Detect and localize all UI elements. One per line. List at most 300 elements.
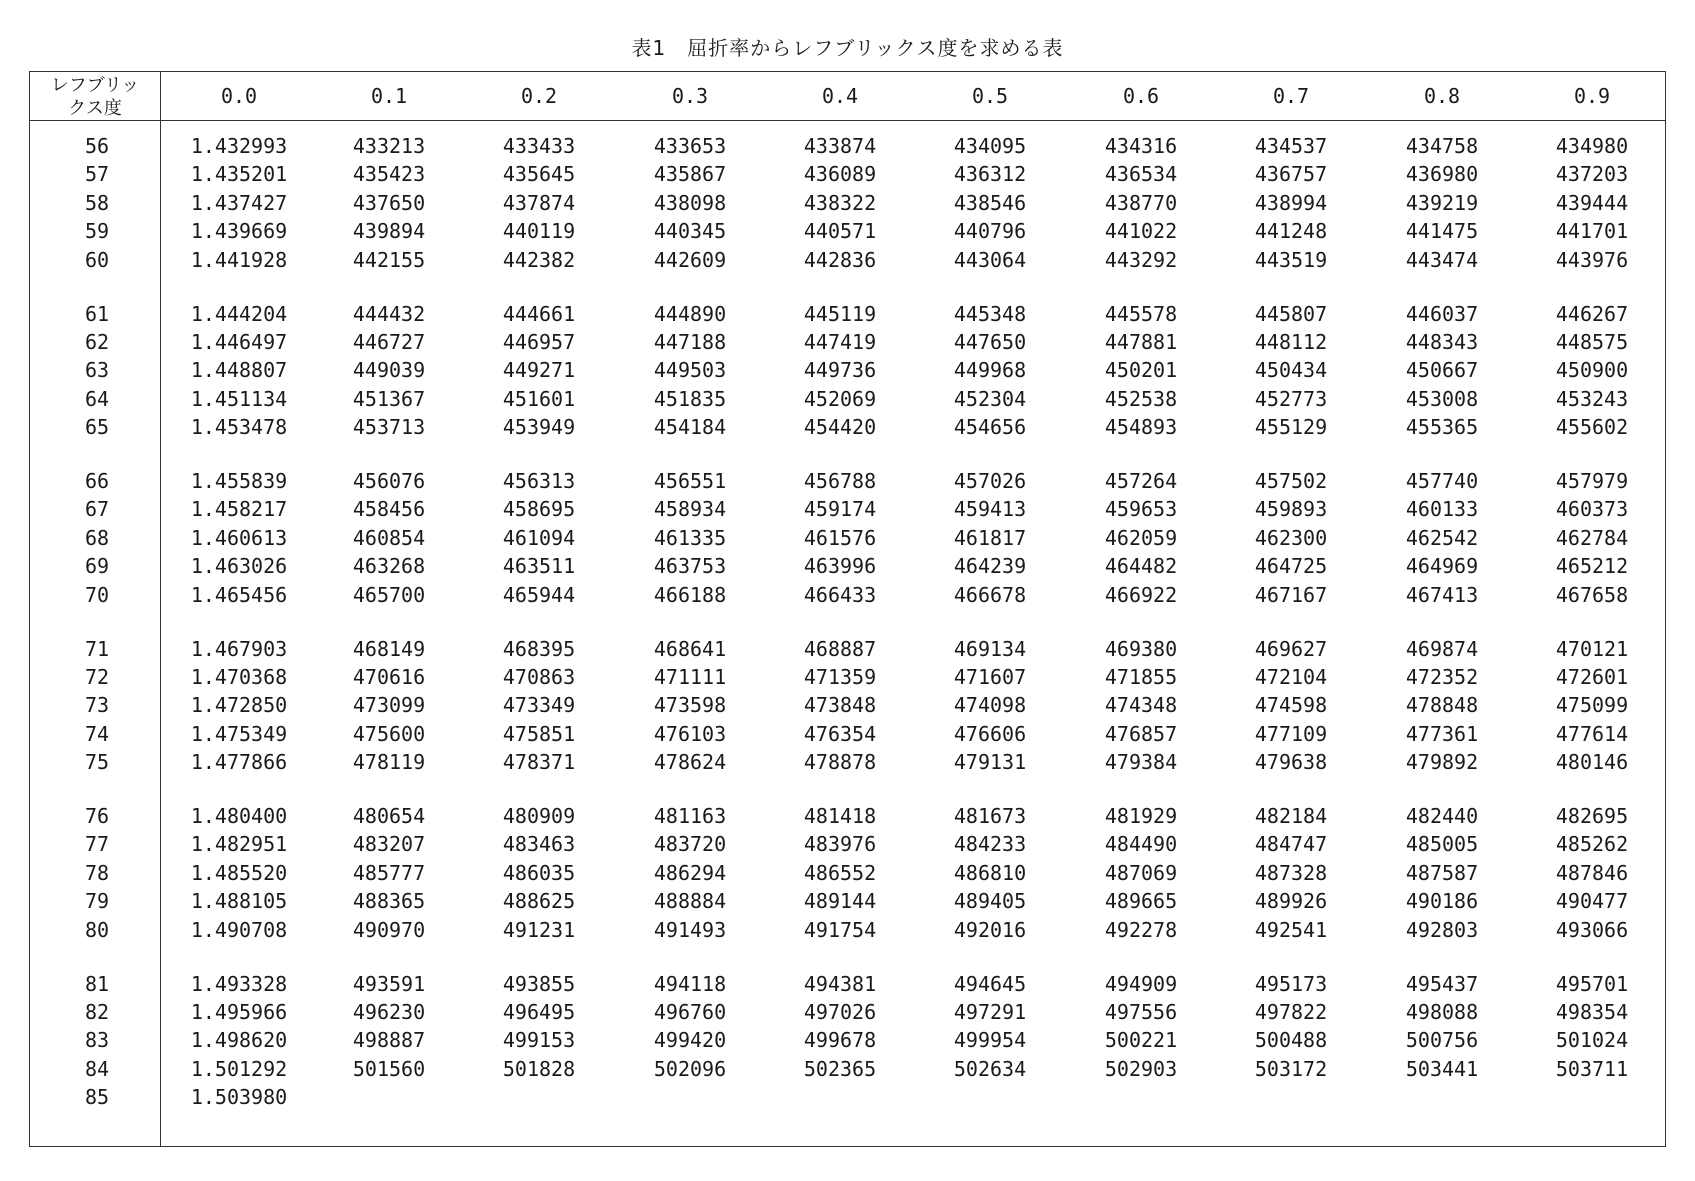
brix-value: 60 — [84, 247, 110, 272]
refractive-index-cell: 453713 — [352, 415, 426, 440]
refractive-index-cell: 434316 — [1104, 134, 1178, 158]
refractive-index-cell: 440345 — [653, 219, 727, 244]
refractive-index-cell: 459413 — [953, 497, 1027, 522]
table-title: 表1 屈折率からレフブリックス度を求める表 — [631, 36, 1064, 60]
refractive-index-cell: 492016 — [953, 917, 1027, 942]
refractive-index-cell: 473848 — [803, 693, 877, 718]
refractive-index-cell: 454656 — [953, 415, 1027, 440]
refractive-index-cell: 438322 — [803, 190, 877, 215]
refractive-index-cell: 491231 — [502, 917, 576, 942]
refractive-index-cell: 485777 — [352, 860, 426, 885]
refractive-index-cell: 494381 — [803, 971, 877, 996]
refractive-index-cell: 481673 — [953, 804, 1027, 828]
refractive-index-cell: 461817 — [953, 525, 1027, 550]
refractive-index-cell: 474598 — [1254, 693, 1328, 718]
refractive-index-cell: 443519 — [1254, 247, 1328, 272]
refractive-index-cell: 441475 — [1405, 219, 1479, 244]
refractive-index-cell: 439219 — [1405, 190, 1479, 215]
refractive-index-cell: 477614 — [1555, 721, 1629, 746]
column-header: 0.3 — [671, 84, 709, 108]
brix-value: 74 — [84, 721, 110, 746]
refractive-index-cell: 459893 — [1254, 497, 1328, 522]
refractive-index-cell: 502096 — [653, 1056, 727, 1081]
refractive-index-cell: 490970 — [352, 917, 426, 942]
refractive-index-cell: 500221 — [1104, 1028, 1178, 1053]
refractive-index-cell: 436757 — [1254, 162, 1328, 187]
refractive-index-cell: 435645 — [502, 162, 576, 187]
refractive-index-cell: 1.444204 — [190, 301, 288, 326]
refractive-index-cell: 447419 — [803, 329, 877, 354]
refractive-index-cell: 448343 — [1405, 329, 1479, 354]
refractive-index-cell: 449503 — [653, 358, 727, 383]
column-header: 0.1 — [370, 84, 408, 108]
refractive-index-cell: 440796 — [953, 219, 1027, 244]
brix-value: 66 — [84, 469, 110, 493]
refractive-index-cell: 458934 — [653, 497, 727, 522]
refractive-index-cell: 466188 — [653, 582, 727, 607]
refractive-index-cell: 459653 — [1104, 497, 1178, 522]
refractive-index-cell: 502903 — [1104, 1056, 1178, 1081]
refractive-index-cell: 477109 — [1254, 721, 1328, 746]
refractive-index-cell: 460854 — [352, 525, 426, 550]
refractive-index-cell: 482184 — [1254, 804, 1328, 828]
refractive-index-cell: 461576 — [803, 525, 877, 550]
brix-value: 68 — [84, 525, 110, 550]
refractive-index-cell: 466922 — [1104, 582, 1178, 607]
refractive-index-cell: 462059 — [1104, 525, 1178, 550]
refractive-index-cell: 478119 — [352, 750, 426, 775]
row-header-label — [31, 74, 159, 120]
refractive-index-cell: 443976 — [1555, 247, 1629, 272]
refractive-index-cell: 433433 — [502, 134, 576, 158]
refractive-index-cell: 476103 — [653, 721, 727, 746]
refractive-index-cell: 438770 — [1104, 190, 1178, 215]
refractive-index-cell: 1.435201 — [190, 162, 288, 187]
refractive-index-cell: 492278 — [1104, 917, 1178, 942]
refractive-index-cell: 489926 — [1254, 889, 1328, 914]
brix-value: 83 — [84, 1028, 110, 1053]
brix-value: 61 — [84, 301, 110, 326]
refractive-index-cell: 467658 — [1555, 582, 1629, 607]
refractive-index-cell: 468395 — [502, 636, 576, 661]
refractive-index-cell: 1.498620 — [190, 1028, 288, 1053]
brix-value: 63 — [84, 358, 110, 383]
refractive-index-cell: 444432 — [352, 301, 426, 326]
brix-value: 80 — [84, 917, 110, 942]
refractive-index-cell: 491754 — [803, 917, 877, 942]
refractive-index-cell: 1.503980 — [190, 1085, 288, 1110]
refractive-index-cell: 484233 — [953, 832, 1027, 857]
refractive-index-cell: 445119 — [803, 301, 877, 326]
refractive-index-cell: 1.488105 — [190, 889, 288, 914]
refractive-index-cell: 436980 — [1405, 162, 1479, 187]
refractive-index-cell: 441701 — [1555, 219, 1629, 244]
refractive-index-cell: 455602 — [1555, 415, 1629, 440]
column-header: 0.8 — [1423, 84, 1461, 108]
refractive-index-cell: 1.485520 — [190, 860, 288, 885]
refractive-index-cell: 473099 — [352, 693, 426, 718]
refractive-index-cell: 451835 — [653, 386, 727, 411]
refractive-index-cell: 466433 — [803, 582, 877, 607]
brix-value: 76 — [84, 804, 110, 828]
refractive-index-cell: 462784 — [1555, 525, 1629, 550]
refractive-index-cell: 1.470368 — [190, 664, 288, 689]
refractive-index-cell: 450667 — [1405, 358, 1479, 383]
refractive-index-cell: 446727 — [352, 329, 426, 354]
refractive-index-cell: 480654 — [352, 804, 426, 828]
refractive-index-cell: 486552 — [803, 860, 877, 885]
refractive-index-cell: 1.490708 — [190, 917, 288, 942]
refractive-index-cell: 486294 — [653, 860, 727, 885]
refractive-index-cell: 469380 — [1104, 636, 1178, 661]
refractive-index-cell: 467167 — [1254, 582, 1328, 607]
refractive-index-cell: 473598 — [653, 693, 727, 718]
refractive-index-cell: 498354 — [1555, 999, 1629, 1024]
brix-value: 82 — [84, 999, 110, 1024]
refractive-index-cell: 468641 — [653, 636, 727, 661]
brix-value: 71 — [84, 636, 110, 661]
refractive-index-cell: 488884 — [653, 889, 727, 914]
header-divider — [29, 120, 1666, 121]
refractive-index-cell: 440119 — [502, 219, 576, 244]
refractive-index-cell: 472601 — [1555, 664, 1629, 689]
refractive-index-cell: 437203 — [1555, 162, 1629, 187]
refractive-index-cell: 487069 — [1104, 860, 1178, 885]
brix-value: 85 — [84, 1085, 110, 1110]
brix-value: 73 — [84, 693, 110, 718]
refractive-index-cell: 446037 — [1405, 301, 1479, 326]
refractive-index-cell: 452304 — [953, 386, 1027, 411]
refractive-index-cell: 1.472850 — [190, 693, 288, 718]
refractive-index-cell: 450201 — [1104, 358, 1178, 383]
refractive-index-cell: 443292 — [1104, 247, 1178, 272]
refractive-index-cell: 476857 — [1104, 721, 1178, 746]
refractive-index-cell: 436089 — [803, 162, 877, 187]
refractive-index-cell: 469627 — [1254, 636, 1328, 661]
refractive-index-cell: 1.441928 — [190, 247, 288, 272]
refractive-index-cell: 480146 — [1555, 750, 1629, 775]
refractive-index-cell: 489665 — [1104, 889, 1178, 914]
refractive-index-cell: 463268 — [352, 554, 426, 579]
refractive-index-cell: 478878 — [803, 750, 877, 775]
refractive-index-cell: 471607 — [953, 664, 1027, 689]
refractive-index-cell: 449271 — [502, 358, 576, 383]
refractive-index-cell: 449736 — [803, 358, 877, 383]
refractive-index-cell: 455365 — [1405, 415, 1479, 440]
refractive-index-cell: 450900 — [1555, 358, 1629, 383]
refractive-index-cell: 489144 — [803, 889, 877, 914]
refractive-index-cell: 503711 — [1555, 1056, 1629, 1081]
brix-value: 70 — [84, 582, 110, 607]
refractive-index-cell: 442155 — [352, 247, 426, 272]
refractive-index-cell: 501024 — [1555, 1028, 1629, 1053]
refractive-index-cell: 485262 — [1555, 832, 1629, 857]
refractive-index-cell: 486035 — [502, 860, 576, 885]
refractive-index-cell: 1.467903 — [190, 636, 288, 661]
refractive-index-cell: 438098 — [653, 190, 727, 215]
refractive-index-cell: 500756 — [1405, 1028, 1479, 1053]
row-header-label-line2: クス度 — [68, 98, 122, 119]
refractive-index-cell: 462300 — [1254, 525, 1328, 550]
refractive-index-cell: 439894 — [352, 219, 426, 244]
refractive-index-cell: 433653 — [653, 134, 727, 158]
refractive-index-cell: 497556 — [1104, 999, 1178, 1024]
refractive-index-cell: 462542 — [1405, 525, 1479, 550]
refractive-index-cell: 1.432993 — [190, 134, 288, 158]
brix-value: 69 — [84, 554, 110, 579]
refractive-index-cell: 484490 — [1104, 832, 1178, 857]
refractive-index-cell: 483720 — [653, 832, 727, 857]
refractive-index-cell: 434758 — [1405, 134, 1479, 158]
refractive-index-cell: 471855 — [1104, 664, 1178, 689]
refractive-index-cell: 463996 — [803, 554, 877, 579]
refractive-index-cell: 1.495966 — [190, 999, 288, 1024]
column-header: 0.6 — [1122, 84, 1160, 108]
refractive-index-cell: 446957 — [502, 329, 576, 354]
refractive-index-cell: 499954 — [953, 1028, 1027, 1053]
refractive-index-cell: 474348 — [1104, 693, 1178, 718]
refractive-index-cell: 451367 — [352, 386, 426, 411]
refractive-index-cell: 1.475349 — [190, 721, 288, 746]
refractive-index-cell: 501560 — [352, 1056, 426, 1081]
refractive-index-cell: 471111 — [653, 664, 727, 689]
column-header: 0.4 — [821, 84, 859, 108]
refractive-index-cell: 457264 — [1104, 469, 1178, 493]
refractive-index-cell: 459174 — [803, 497, 877, 522]
brix-value: 67 — [84, 497, 110, 522]
refractive-index-cell: 434095 — [953, 134, 1027, 158]
refractive-index-cell: 451601 — [502, 386, 576, 411]
refractive-index-cell: 1.458217 — [190, 497, 288, 522]
brix-value: 78 — [84, 860, 110, 885]
brix-value: 62 — [84, 329, 110, 354]
refractive-index-cell: 498887 — [352, 1028, 426, 1053]
refractive-index-cell: 499153 — [502, 1028, 576, 1053]
refractive-index-cell: 1.477866 — [190, 750, 288, 775]
refractive-index-cell: 476354 — [803, 721, 877, 746]
refractive-index-cell: 492541 — [1254, 917, 1328, 942]
refractive-index-cell: 437874 — [502, 190, 576, 215]
refractive-index-cell: 470121 — [1555, 636, 1629, 661]
refractive-index-cell: 481929 — [1104, 804, 1178, 828]
refractive-index-cell: 444661 — [502, 301, 576, 326]
refractive-index-cell: 447188 — [653, 329, 727, 354]
refractive-index-cell: 1.453478 — [190, 415, 288, 440]
refractive-index-cell: 479638 — [1254, 750, 1328, 775]
refractive-index-cell: 499678 — [803, 1028, 877, 1053]
refractive-index-cell: 445807 — [1254, 301, 1328, 326]
refractive-index-cell: 487587 — [1405, 860, 1479, 885]
refractive-index-cell: 453008 — [1405, 386, 1479, 411]
brix-value: 56 — [84, 134, 110, 158]
brix-value: 65 — [84, 415, 110, 440]
column-header: 0.0 — [220, 84, 258, 108]
refractive-index-cell: 1.493328 — [190, 971, 288, 996]
refractive-index-cell: 445578 — [1104, 301, 1178, 326]
refractive-index-cell: 1.480400 — [190, 804, 288, 828]
refractive-index-cell: 456551 — [653, 469, 727, 493]
refractive-index-cell: 442836 — [803, 247, 877, 272]
refractive-index-cell: 465944 — [502, 582, 576, 607]
refractive-index-cell: 1.439669 — [190, 219, 288, 244]
refractive-index-cell: 441248 — [1254, 219, 1328, 244]
refractive-index-cell: 461094 — [502, 525, 576, 550]
refractive-index-cell: 436534 — [1104, 162, 1178, 187]
brix-value: 58 — [84, 190, 110, 215]
refractive-index-cell: 456076 — [352, 469, 426, 493]
refractive-index-cell: 458456 — [352, 497, 426, 522]
refractive-index-cell: 498088 — [1405, 999, 1479, 1024]
refractive-index-cell: 485005 — [1405, 832, 1479, 857]
refractive-index-cell: 453243 — [1555, 386, 1629, 411]
column-header: 0.5 — [971, 84, 1009, 108]
column-header: 0.2 — [520, 84, 558, 108]
refractive-index-cell: 452069 — [803, 386, 877, 411]
refractive-index-cell: 491493 — [653, 917, 727, 942]
refractive-index-cell: 495173 — [1254, 971, 1328, 996]
refractive-index-cell: 465700 — [352, 582, 426, 607]
refractive-index-cell: 460133 — [1405, 497, 1479, 522]
refractive-index-cell: 458695 — [502, 497, 576, 522]
refractive-index-cell: 1.460613 — [190, 525, 288, 550]
brix-value: 59 — [84, 219, 110, 244]
refractive-index-cell: 478848 — [1405, 693, 1479, 718]
refractive-index-cell: 475099 — [1555, 693, 1629, 718]
column-header: 0.9 — [1573, 84, 1611, 108]
refractive-index-cell: 471359 — [803, 664, 877, 689]
refractive-index-cell: 487328 — [1254, 860, 1328, 885]
refractive-index-cell: 502634 — [953, 1056, 1027, 1081]
refractive-index-cell: 452538 — [1104, 386, 1178, 411]
refractive-index-cell: 494645 — [953, 971, 1027, 996]
brix-value: 79 — [84, 889, 110, 914]
refractive-index-cell: 497822 — [1254, 999, 1328, 1024]
refractive-index-cell: 456313 — [502, 469, 576, 493]
refractive-index-cell: 494118 — [653, 971, 727, 996]
refractive-index-cell: 488625 — [502, 889, 576, 914]
refractive-index-cell: 499420 — [653, 1028, 727, 1053]
refractive-index-cell: 463511 — [502, 554, 576, 579]
refractive-index-cell: 501828 — [502, 1056, 576, 1081]
brix-value: 84 — [84, 1056, 110, 1081]
column-header: 0.7 — [1272, 84, 1310, 108]
refractive-index-cell: 445348 — [953, 301, 1027, 326]
brix-value: 81 — [84, 971, 110, 996]
refractive-index-cell: 479384 — [1104, 750, 1178, 775]
refractive-index-cell: 481418 — [803, 804, 877, 828]
refractive-index-cell: 448112 — [1254, 329, 1328, 354]
refractive-index-cell: 442382 — [502, 247, 576, 272]
refractive-index-cell: 444890 — [653, 301, 727, 326]
refractive-index-cell: 503441 — [1405, 1056, 1479, 1081]
refractive-index-cell: 489405 — [953, 889, 1027, 914]
refractive-index-cell: 466678 — [953, 582, 1027, 607]
refractive-index-cell: 503172 — [1254, 1056, 1328, 1081]
refractive-index-cell: 464482 — [1104, 554, 1178, 579]
refractive-index-cell: 483463 — [502, 832, 576, 857]
refractive-index-cell: 433213 — [352, 134, 426, 158]
refractive-index-cell: 483976 — [803, 832, 877, 857]
refractive-index-cell: 457026 — [953, 469, 1027, 493]
refractive-index-cell: 443474 — [1405, 247, 1479, 272]
refractive-index-cell: 447650 — [953, 329, 1027, 354]
refractive-index-cell: 455129 — [1254, 415, 1328, 440]
brix-value: 75 — [84, 750, 110, 775]
refractive-index-cell: 454184 — [653, 415, 727, 440]
refractive-index-cell: 442609 — [653, 247, 727, 272]
refractive-index-cell: 484747 — [1254, 832, 1328, 857]
refractive-index-cell: 486810 — [953, 860, 1027, 885]
refractive-index-cell: 481163 — [653, 804, 727, 828]
refractive-index-cell: 457740 — [1405, 469, 1479, 493]
refractive-index-cell: 1.465456 — [190, 582, 288, 607]
refractive-index-cell: 450434 — [1254, 358, 1328, 383]
refractive-index-cell: 435423 — [352, 162, 426, 187]
refractive-index-cell: 452773 — [1254, 386, 1328, 411]
refractive-index-cell: 436312 — [953, 162, 1027, 187]
brix-value: 64 — [84, 386, 110, 411]
refractive-index-cell: 447881 — [1104, 329, 1178, 354]
refractive-index-cell: 454893 — [1104, 415, 1178, 440]
refractive-index-cell: 500488 — [1254, 1028, 1328, 1053]
refractive-index-cell: 1.446497 — [190, 329, 288, 354]
refractive-index-cell: 480909 — [502, 804, 576, 828]
refractive-index-cell: 490186 — [1405, 889, 1479, 914]
refractive-index-cell: 478624 — [653, 750, 727, 775]
refractive-index-cell: 465212 — [1555, 554, 1629, 579]
refractive-index-cell: 472352 — [1405, 664, 1479, 689]
refractive-index-cell: 457979 — [1555, 469, 1629, 493]
refractive-index-cell: 454420 — [803, 415, 877, 440]
refractive-index-cell: 487846 — [1555, 860, 1629, 885]
refractive-index-cell: 496230 — [352, 999, 426, 1024]
refractive-index-cell: 493855 — [502, 971, 576, 996]
refractive-index-cell: 474098 — [953, 693, 1027, 718]
refractive-index-cell: 490477 — [1555, 889, 1629, 914]
refractive-index-cell: 477361 — [1405, 721, 1479, 746]
refractive-index-cell: 1.455839 — [190, 469, 288, 493]
refractive-index-cell: 488365 — [352, 889, 426, 914]
refractive-index-cell: 479131 — [953, 750, 1027, 775]
refractive-index-cell: 443064 — [953, 247, 1027, 272]
refractive-index-cell: 495701 — [1555, 971, 1629, 996]
refractive-index-cell: 476606 — [953, 721, 1027, 746]
refractive-index-cell: 449968 — [953, 358, 1027, 383]
refractive-index-cell: 478371 — [502, 750, 576, 775]
refractive-index-cell: 456788 — [803, 469, 877, 493]
brix-value: 57 — [84, 162, 110, 187]
refractive-index-cell: 438994 — [1254, 190, 1328, 215]
brix-value: 77 — [84, 832, 110, 857]
refractive-index-cell: 470863 — [502, 664, 576, 689]
refractive-index-cell: 502365 — [803, 1056, 877, 1081]
refractive-index-cell: 482440 — [1405, 804, 1479, 828]
refractive-index-cell: 473349 — [502, 693, 576, 718]
refractive-index-cell: 469134 — [953, 636, 1027, 661]
refractive-index-cell: 497291 — [953, 999, 1027, 1024]
refractive-index-cell: 482695 — [1555, 804, 1629, 828]
refractive-index-cell: 470616 — [352, 664, 426, 689]
refractive-index-cell: 460373 — [1555, 497, 1629, 522]
refractive-index-cell: 469874 — [1405, 636, 1479, 661]
refractive-index-cell: 433874 — [803, 134, 877, 158]
refractive-index-cell: 1.482951 — [190, 832, 288, 857]
refractive-index-cell: 439444 — [1555, 190, 1629, 215]
brix-value: 72 — [84, 664, 110, 689]
refractive-index-cell: 435867 — [653, 162, 727, 187]
refractive-index-cell: 468149 — [352, 636, 426, 661]
refractive-index-cell: 440571 — [803, 219, 877, 244]
